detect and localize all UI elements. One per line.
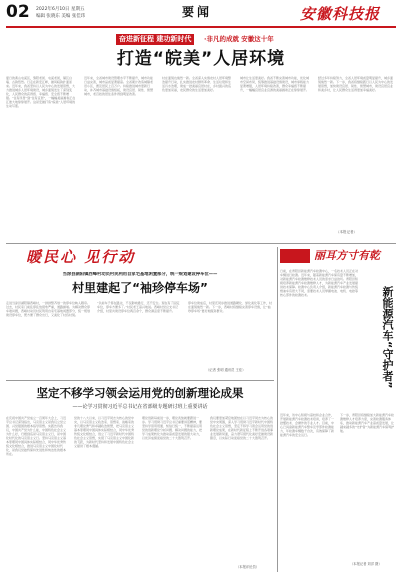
lead-col-5: 经过多年持续努力，全省人居环境质量明显提升，城乡面貌焕然一新。下一步，我省将继续践行以人民为中心的发展思想，加快建设宜居、韧性、智慧城市，建设宜居宜业和美乡村，让人民群众生活得更加幸福美好。 bbox=[318, 76, 394, 92]
section-name: 要闻 bbox=[182, 5, 213, 19]
lead-col-4: 城市让生活更美好。我省不断完善城市功能，优化城市空间布局，统筹推进基础设施建设，城市承载能力显著增强，人居环境持续改善，群众幸福感不断提升，一幅幅宜居宜业宜游的美丽画卷正在徐徐展开。 bbox=[240, 76, 310, 92]
sidebar-col-1: 日前，在青阳县新能源汽车检测中心，一名技术人员正在对车辆进行检测。近年来，随着新能源汽车保有量不断增加，对新能源汽车检测维修技术人员的需求日益迫切。青阳县积极培养新能源汽车检测维修人才，为新能源汽车产业发展提供技术保障。检测中心负责人介绍，新能源汽车检测与传统燃油车有很大不同，需要技术人员掌握电池、电机、电控等核心部件的检测技术。 bbox=[280, 269, 359, 297]
bottom-col-2: 党的十八大以来，以习近平同志为核心的党中央，以马克思主义政治家、思想家、战略家的非凡理论勇气和卓越政治智慧，把马克思主义基本原理同中国具体实际相结合，同中华优秀传统文化相结合，创立了习近平新时代中国特色社会主义思想，实现了马克思主义中国化新的飞跃，为新时代坚持和发展中国特色社会主义提供了根本遵循。 bbox=[74, 416, 135, 448]
bottom-headline: 坚定不移学习领会运用党的创新理论成果 bbox=[36, 386, 244, 400]
masthead bbox=[0, 0, 402, 30]
masthead-rule bbox=[6, 26, 396, 28]
bottom-col-3: 理论创新每前进一步，理论武装就要跟进一步。学习贯彻习近平总书记重要讲话精神，要坚持学思用贯通、知信行统一，不断提高运用党的创新理论分析问题、解决问题的能力，把学习成果转化为推动高质量发展的强大动力，以优异成绩迎接党的二十大胜利召开。 bbox=[142, 416, 203, 440]
feature-col-3: 停车位建成后，村里还同步推进道路硬化、绿化美化等工作，村庄面貌焕然一新。下一步，西峰村将继续完善停车设施，让“袖珍停车场”更好地服务群众。 bbox=[188, 301, 272, 313]
kicker-left: 奋进新征程 建功新时代 bbox=[116, 34, 194, 45]
editor-line: 编辑 张晓东 美编 张佳玮 bbox=[36, 14, 86, 19]
sidebar-divider bbox=[277, 247, 278, 572]
bottom-subhead: ——论学习贯彻习近平总书记在省部级专题研讨班上重要讲话 bbox=[72, 404, 208, 410]
bottom-col-4: 我们要更加紧密地团结在以习近平同志为核心的党中央周围，深入学习贯彻习近平新时代中国特色社会主义思想，坚定不移学习领会运用党的创新理论成果，在新时代新征程上不断开创各项事业发展新局面，奋力谱写现代化美好安徽建设新篇章，以实际行动迎接党的二十大胜利召开。 bbox=[210, 416, 274, 440]
date-line: 2022年6月10日 星期五 bbox=[36, 7, 85, 12]
lead-kicker bbox=[116, 34, 296, 47]
lead-col-1: 夏日的黄山屯溪区，黎阳老街、屯溪老街，黛瓦白墙、古韵悠然。行走在新安江畔，徽风皖韵扑面而来。近年来，我省坚持以人民为中心的发展思想，大力推进城乡人居环境建设，城乡面貌发生了深刻变化，人民群众的获得感、幸福感、安全感不断增强。“住有所居”到“住有宜居”，一幅幅美丽画卷正在江淮大地徐徐展开。这是安徽打造“皖美”人居环境的生动写照。 bbox=[6, 76, 76, 108]
lead-article bbox=[6, 32, 396, 242]
column-banner bbox=[280, 249, 310, 263]
feature-col-2: “以前车子停在路边，不仅影响通行，还不安全。现在有了固定车位，停车方便多了。”村民老王高兴地说。西峰村党总支书记介绍，村里共建设停车位两百余个，群众满意度不断提升。 bbox=[97, 301, 180, 313]
bottom-divider bbox=[6, 380, 274, 381]
section-divider bbox=[6, 243, 396, 244]
feature-subhead: 当涂县湖阳镇西峰村动员村民利用自家宅基地闲置部分，统一规划建设停车位—— bbox=[62, 272, 218, 277]
bottom-byline: （本报评论员） bbox=[236, 565, 260, 569]
bottom-article bbox=[6, 384, 274, 574]
feature-article bbox=[6, 247, 274, 377]
paper-logo: 安徽科技报 bbox=[300, 5, 381, 23]
lead-byline: （本报记者） bbox=[336, 230, 357, 234]
sidebar-headline: 新能源汽车“守护者” bbox=[381, 285, 394, 389]
kicker-right: ·非凡的成就 安徽这十年 bbox=[204, 35, 274, 43]
feature-kicker: 暖民心 见行动 bbox=[26, 248, 136, 266]
page-number: 02 bbox=[6, 2, 30, 22]
sidebar-column-head bbox=[280, 247, 396, 265]
bottom-col-1: 在庆祝中国共产党成立一百周年大会上，习近平总书记深刻指出，马克思主义是我们立党立国、兴党强国的根本指导思想。实践告诉我们，中国共产党为什么能，中国特色社会主义为什么好，归根到底是马克思主义行，是中国化时代化的马克思主义行。坚持马克思主义基本原理同中国具体实际相结合，同中华优秀传统文化相结合，推进马克思主义中国化时代化，是我们党始终保持先进性和纯洁性的根本所在。 bbox=[6, 416, 67, 456]
sidebar-article bbox=[280, 247, 396, 572]
column-name: 丽耳方寸有乾 bbox=[314, 249, 380, 262]
sidebar-byline: （本报记者 刘洋 摄） bbox=[350, 562, 382, 566]
feature-byline: （记者 张明 通讯员 王佳） bbox=[206, 368, 246, 372]
feature-col-1: 走进当涂县湖阳镇西峰村，一排排整齐划一的停车位映入眼帘。过去，村民家门前乱停乱放现象严重，道路拥堵。为解决群众停车难问题，西峰村动员村民利用自家宅基地闲置部分，统一规划建设停车位，既方便了群众出行，又美化了村容村貌。 bbox=[6, 301, 90, 317]
feature-headline: 村里建起了“袖珍停车场” bbox=[72, 281, 208, 295]
sidebar-col-2: 近年来，该中心积极与高校和企业合作，开展新能源汽车检测技术培训，培养了一批懂技术、会操作的专业人才。目前，中心已具备新能源汽车整车及零部件检测能力，年检测车辆数千台次，有效保障了新能源汽车的安全运行。 bbox=[280, 413, 335, 437]
lead-headline: 打造“皖美”人居环境 bbox=[116, 49, 286, 69]
lead-col-3: 村庄面貌也焕然一新。全省深入实施农村人居环境整治提升行动，扎实推进农村厕所革命、生活垃圾和生活污水治理，建成一批美丽宜居村庄，乡村振兴的底色更加亮丽，农民群众的生活更加美好。 bbox=[162, 76, 232, 92]
sidebar-col-3: 下一步，青阳县将继续加大新能源汽车检测维修人才培养力度，完善检测服务体系，推动新能源汽车产业高质量发展，让越来越多的“守护者”为新能源汽车保驾护航。 bbox=[340, 413, 395, 433]
lead-col-2: 近年来，全省城市建设管理水平不断提升，城市功能日益完善，城市品质显著提高。全省累计改造城镇老旧小区，惠及居民上百万户。持续推进城市更新行动，补齐城市基础设施短板，建设宜居、韧性、智慧城市，老百姓的居住条件得到明显改善。 bbox=[84, 76, 154, 96]
